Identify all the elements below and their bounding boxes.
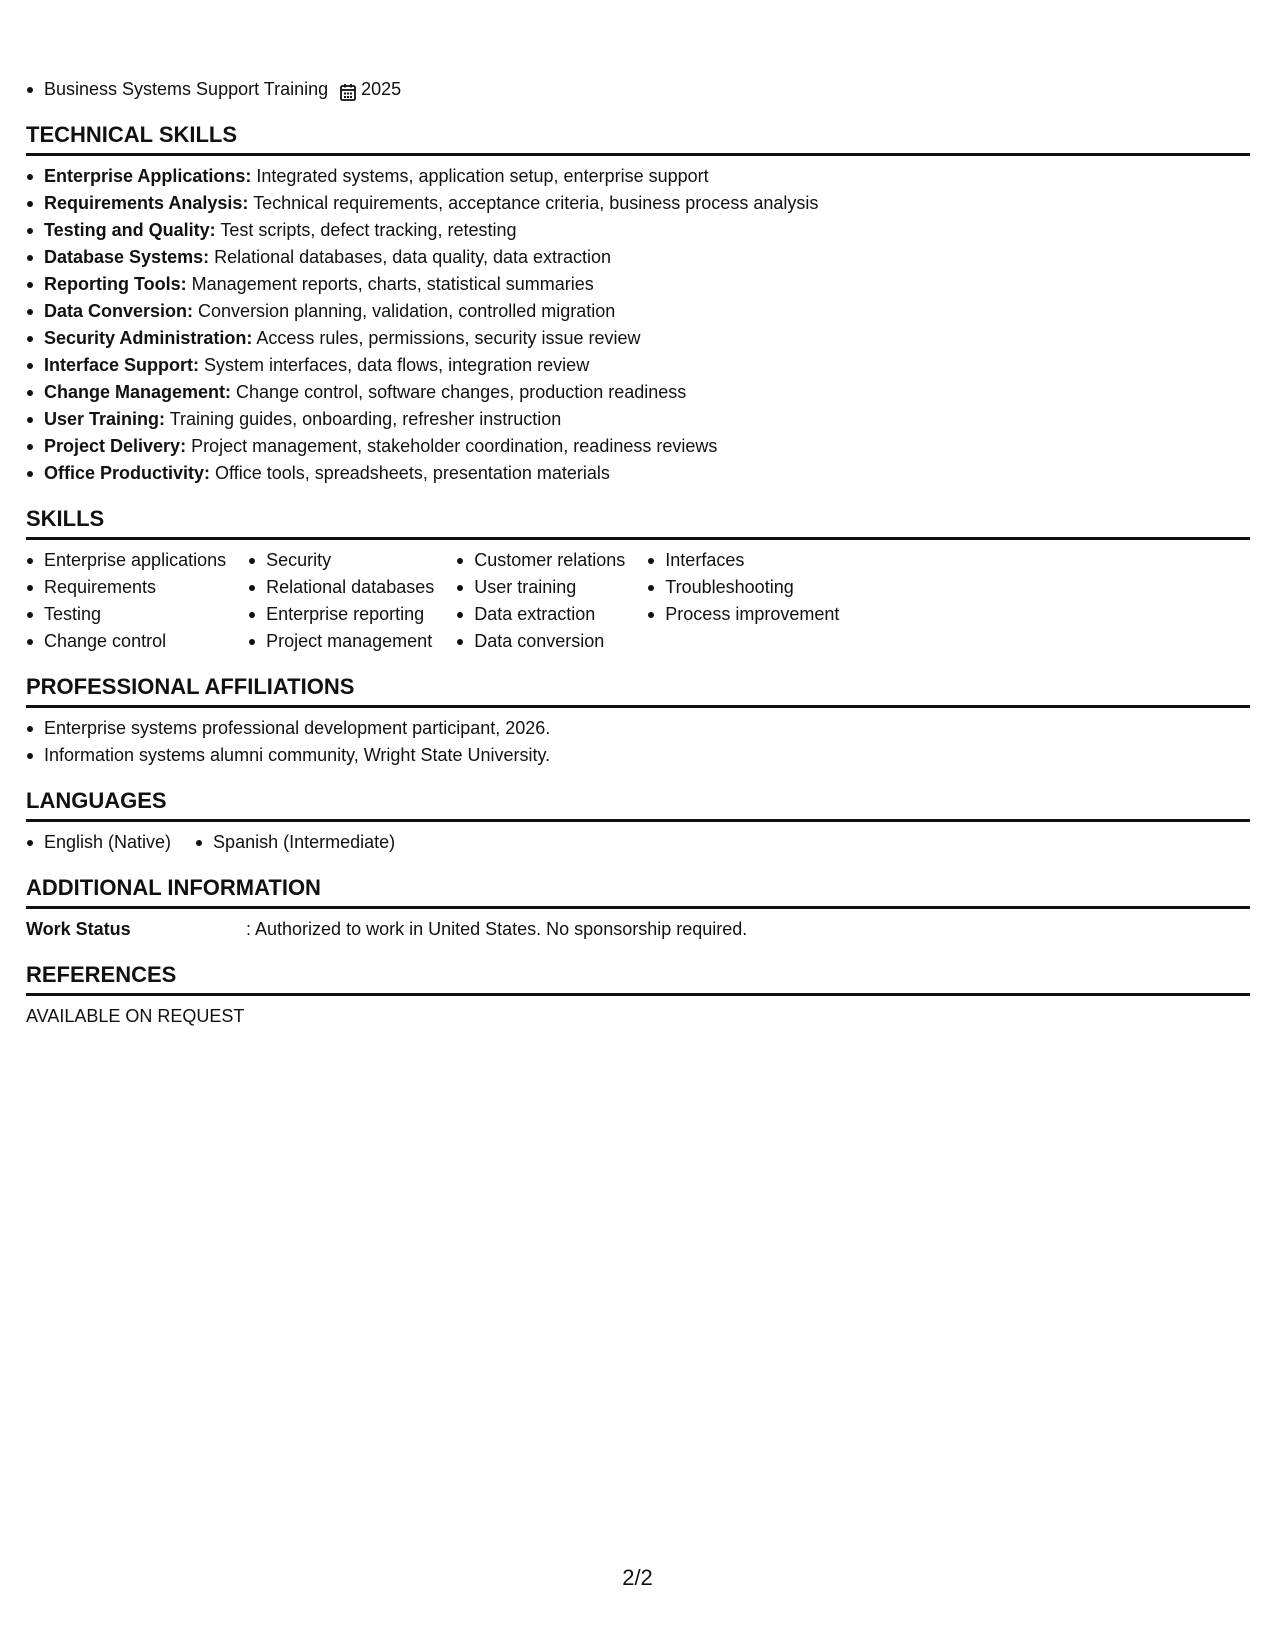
references-heading: REFERENCES [26, 961, 1250, 996]
training-list [26, 76, 1250, 103]
languages-heading: LANGUAGES [26, 787, 1250, 822]
training-label: Business Systems Support Training [44, 79, 329, 99]
technical-skill-label: User Training: [44, 409, 166, 429]
work-status-value: : Authorized to work in United States. No sponsorship required. [246, 919, 748, 939]
resume-page [26, 76, 1250, 1030]
technical-skill-label: Enterprise Applications: [44, 166, 252, 186]
technical-skill-item [26, 190, 1250, 217]
technical-skill-text: Technical requirements, acceptance criteria, business process analysis [248, 193, 819, 213]
affiliation-item: Enterprise systems professional development participant, 2026. [26, 715, 1250, 742]
skills-column [26, 547, 226, 655]
skills-grid [26, 540, 1250, 655]
technical-skill-label: Project Delivery: [44, 436, 187, 456]
technical-skill-text: System interfaces, data flows, integration review [199, 355, 590, 375]
skill-item: Requirements [26, 574, 226, 601]
skill-item: Project management [248, 628, 434, 655]
technical-skill-item [26, 460, 1250, 487]
affiliations-section [26, 673, 1250, 769]
technical-skill-text: Project management, stakeholder coordination, readiness reviews [186, 436, 718, 456]
skill-item: Troubleshooting [647, 574, 839, 601]
technical-skill-label: Interface Support: [44, 355, 200, 375]
technical-skill-text: Test scripts, defect tracking, retesting [215, 220, 517, 240]
work-status-label: Work Status [26, 919, 131, 939]
technical-skills-section [26, 121, 1250, 487]
technical-skill-label: Security Administration: [44, 328, 253, 348]
technical-skill-label: Office Productivity: [44, 463, 211, 483]
technical-skill-text: Integrated systems, application setup, enterprise support [251, 166, 709, 186]
skill-item: Data conversion [456, 628, 625, 655]
technical-skill-item [26, 406, 1250, 433]
technical-skill-label: Database Systems: [44, 247, 210, 267]
technical-skill-label: Data Conversion: [44, 301, 194, 321]
technical-skill-label: Testing and Quality: [44, 220, 216, 240]
technical-skill-item [26, 352, 1250, 379]
work-status-row [26, 909, 1250, 943]
technical-skill-item [26, 433, 1250, 460]
additional-info-heading: ADDITIONAL INFORMATION [26, 874, 1250, 909]
technical-skill-label: Change Management: [44, 382, 232, 402]
technical-skill-text: Office tools, spreadsheets, presentation materials [210, 463, 610, 483]
language-item: English (Native) [26, 829, 171, 856]
technical-skill-text: Access rules, permissions, security issue review [252, 328, 641, 348]
skill-item: Enterprise reporting [248, 601, 434, 628]
training-year: 2025 [361, 79, 402, 99]
technical-skill-item [26, 325, 1250, 352]
skill-item: Relational databases [248, 574, 434, 601]
languages-section [26, 787, 1250, 856]
skill-item: Interfaces [647, 547, 839, 574]
skill-item: Enterprise applications [26, 547, 226, 574]
technical-skill-text: Training guides, onboarding, refresher instruction [165, 409, 562, 429]
languages-list [26, 822, 1250, 856]
technical-skill-item [26, 244, 1250, 271]
training-item [26, 76, 1250, 103]
skill-item: Testing [26, 601, 226, 628]
technical-skill-item [26, 217, 1250, 244]
additional-info-section [26, 874, 1250, 943]
skills-section [26, 505, 1250, 655]
page-number: 2/2 [622, 1565, 653, 1590]
technical-skill-label: Requirements Analysis: [44, 193, 249, 213]
skill-item: User training [456, 574, 625, 601]
skills-column [647, 547, 839, 655]
technical-skill-text: Relational databases, data quality, data extraction [209, 247, 612, 267]
technical-skill-text: Change control, software changes, production readiness [231, 382, 687, 402]
skill-item: Data extraction [456, 601, 625, 628]
skills-column [248, 547, 434, 655]
technical-skill-item [26, 379, 1250, 406]
skills-heading: SKILLS [26, 505, 1250, 540]
technical-skill-text: Conversion planning, validation, controlled migration [193, 301, 616, 321]
technical-skill-item [26, 271, 1250, 298]
calendar-icon [340, 82, 356, 100]
skill-item: Security [248, 547, 434, 574]
technical-skill-item [26, 298, 1250, 325]
references-text: AVAILABLE ON REQUEST [26, 1006, 245, 1026]
affiliations-list [26, 708, 1250, 769]
references-section [26, 961, 1250, 1030]
technical-skill-label: Reporting Tools: [44, 274, 187, 294]
language-item: Spanish (Intermediate) [195, 829, 395, 856]
technical-skill-text: Management reports, charts, statistical summaries [186, 274, 594, 294]
skill-item: Change control [26, 628, 226, 655]
skill-item: Process improvement [647, 601, 839, 628]
skill-item: Customer relations [456, 547, 625, 574]
technical-skills-list [26, 156, 1250, 487]
skills-column [456, 547, 625, 655]
affiliations-heading: PROFESSIONAL AFFILIATIONS [26, 673, 1250, 708]
technical-skills-heading: TECHNICAL SKILLS [26, 121, 1250, 156]
technical-skill-item [26, 163, 1250, 190]
affiliation-item: Information systems alumni community, Wright State University. [26, 742, 1250, 769]
